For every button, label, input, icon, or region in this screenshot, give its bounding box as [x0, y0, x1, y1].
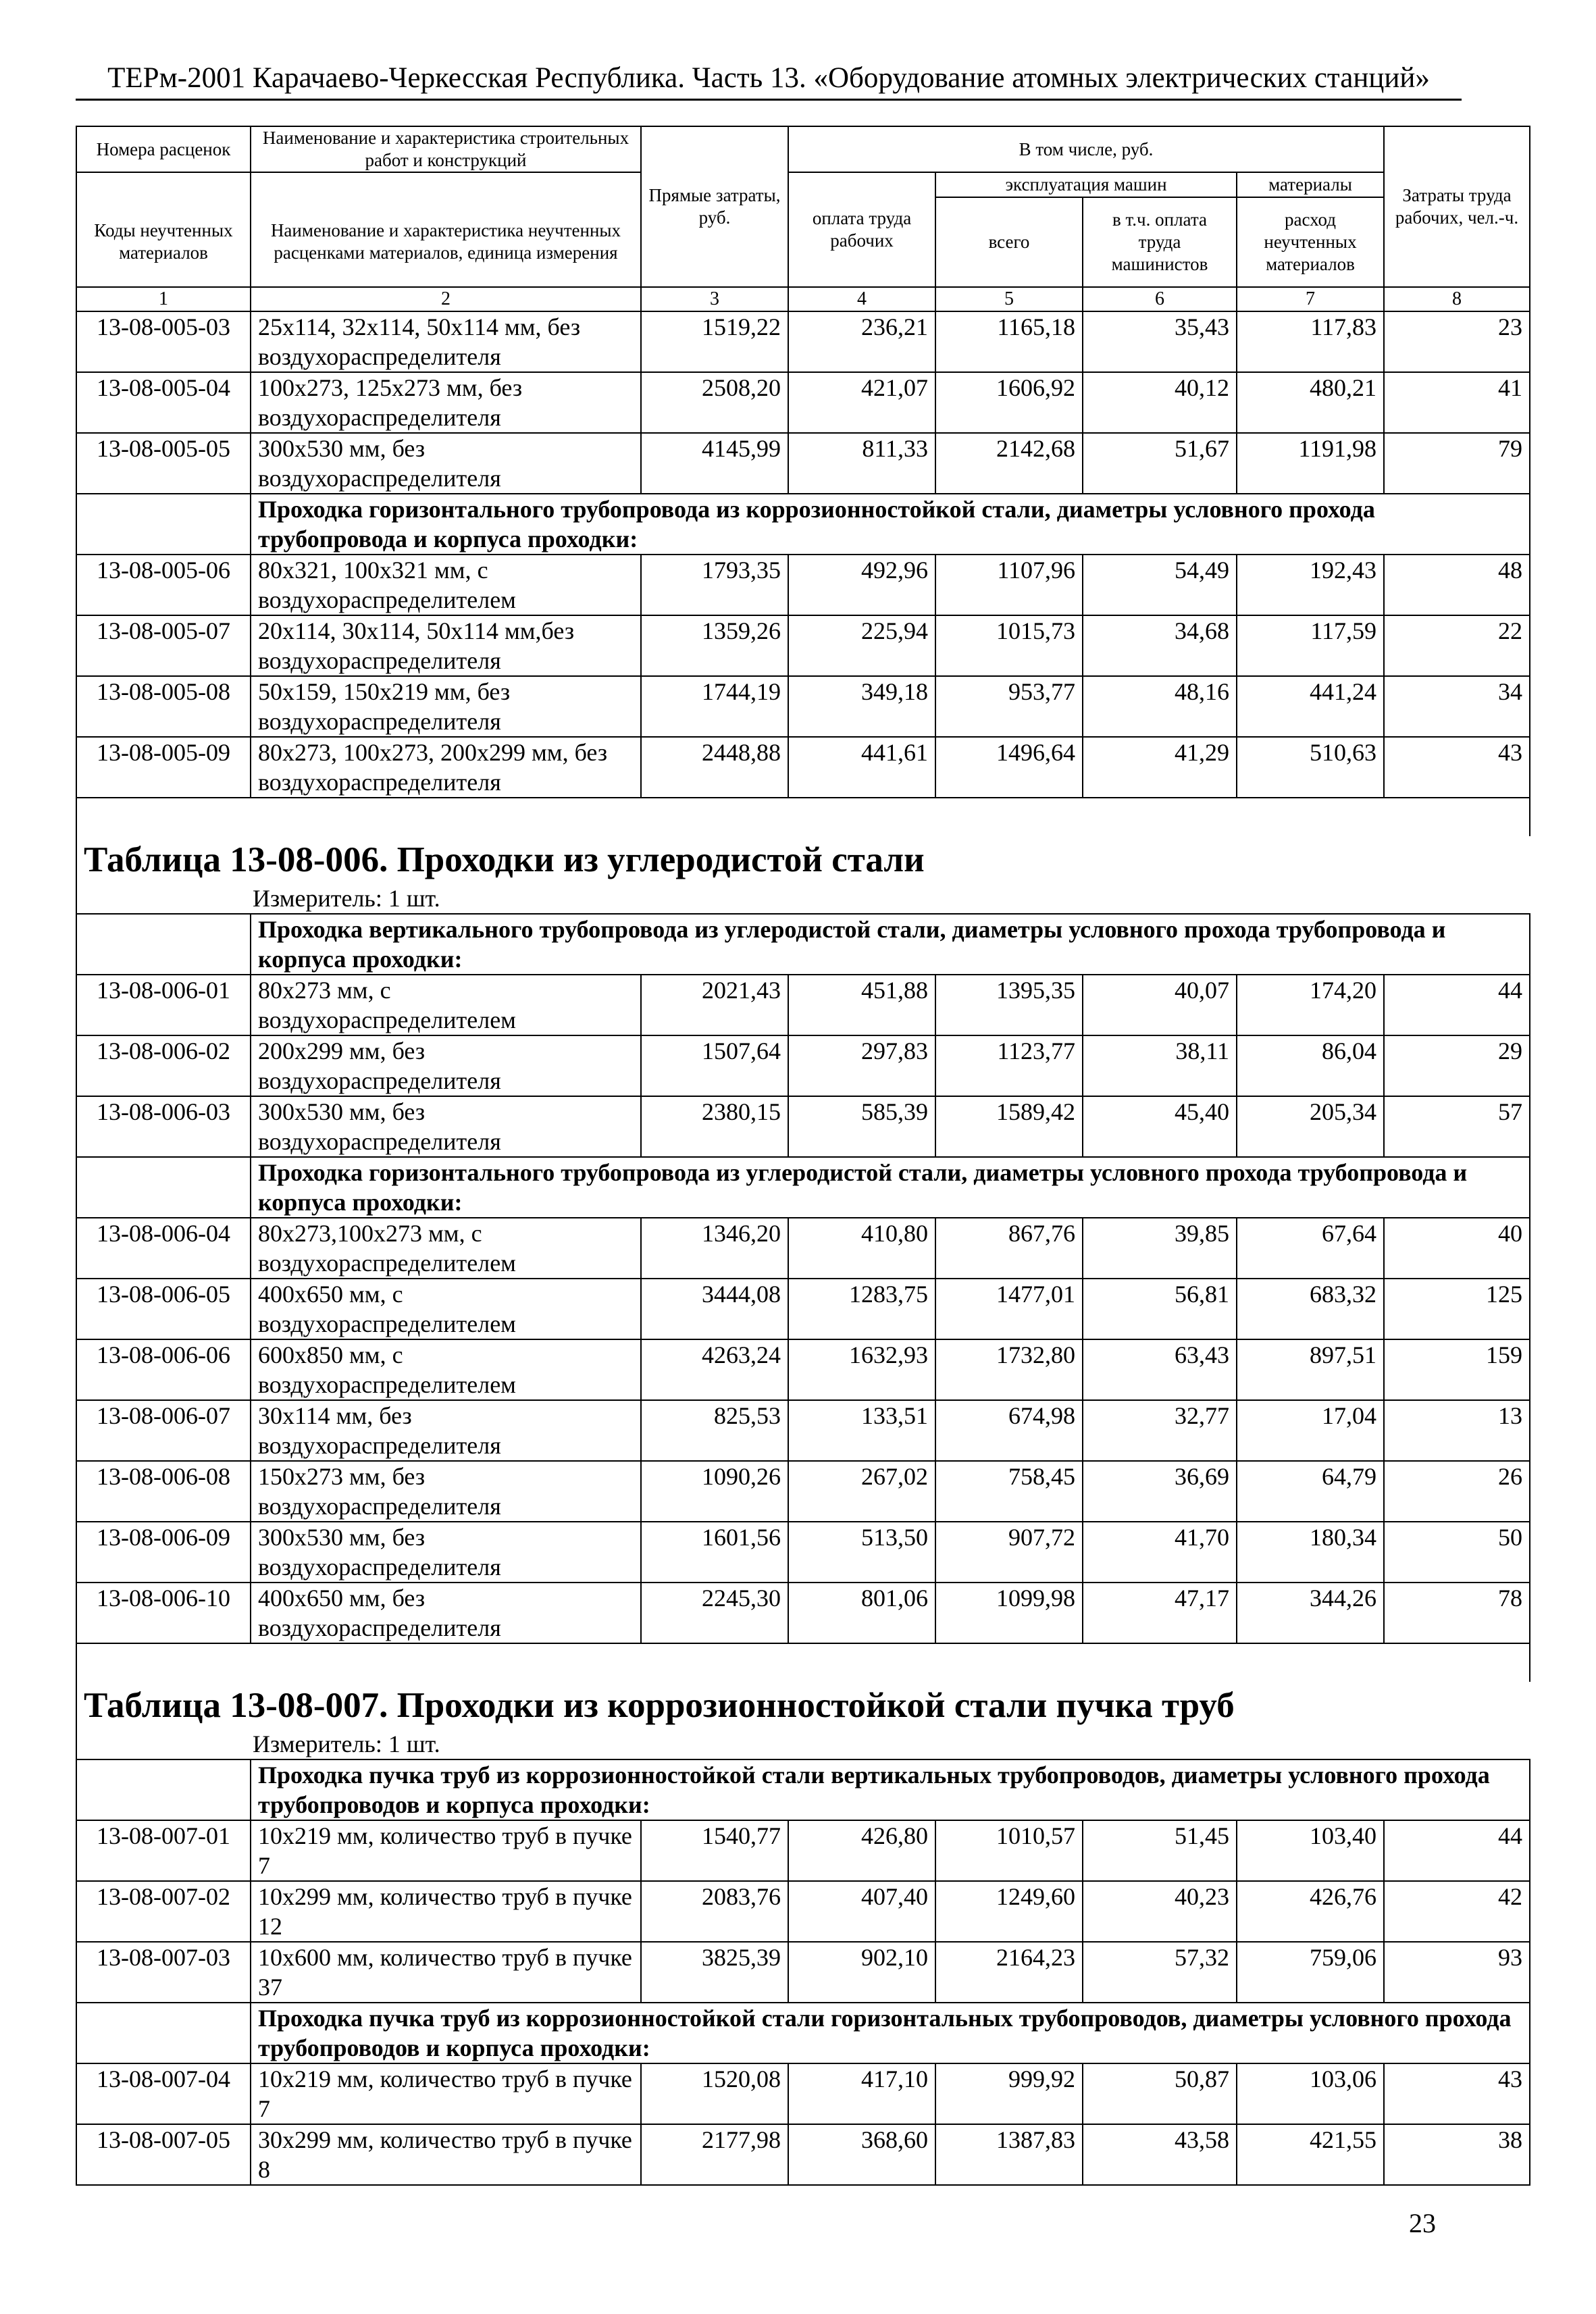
material-costs: 64,79 — [1237, 1461, 1384, 1522]
labor-wages: 801,06 — [788, 1583, 935, 1643]
labor-hours: 159 — [1384, 1339, 1530, 1400]
material-costs: 205,34 — [1237, 1096, 1384, 1157]
material-costs: 17,04 — [1237, 1400, 1384, 1461]
labor-wages: 585,39 — [788, 1096, 935, 1157]
column-number: 5 — [935, 287, 1083, 311]
rate-code: 13-08-005-07 — [76, 615, 251, 676]
column-number: 8 — [1384, 287, 1530, 311]
labor-wages: 297,83 — [788, 1035, 935, 1096]
labor-hours: 26 — [1384, 1461, 1530, 1522]
machine-costs: 1496,64 — [935, 737, 1083, 798]
labor-wages: 811,33 — [788, 433, 935, 494]
labor-hours: 29 — [1384, 1035, 1530, 1096]
header-materials: материалы — [1237, 172, 1384, 197]
labor-hours: 41 — [1384, 372, 1530, 433]
table-title-row — [76, 1682, 1530, 1729]
rate-name: 80x273, 100x273, 200x299 мм, без воздухораспределителя — [251, 737, 641, 798]
material-costs: 480,21 — [1237, 372, 1384, 433]
machine-costs: 674,98 — [935, 1400, 1083, 1461]
table-row — [76, 555, 1530, 615]
labor-hours: 57 — [1384, 1096, 1530, 1157]
column-number: 3 — [641, 287, 788, 311]
group-blank — [76, 1157, 251, 1218]
labor-wages: 267,02 — [788, 1461, 935, 1522]
machine-costs: 1477,01 — [935, 1279, 1083, 1339]
rate-name: 25x114, 32x114, 50x114 мм, без воздухораспределителя — [251, 311, 641, 372]
operator-wages: 54,49 — [1083, 555, 1237, 615]
rate-code: 13-08-005-08 — [76, 676, 251, 737]
rate-name: 10x600 мм, количество труб в пучке 37 — [251, 1942, 641, 2003]
operator-wages: 40,07 — [1083, 975, 1237, 1035]
header-direct: Прямые затраты, руб. — [641, 126, 788, 287]
direct-costs: 1520,08 — [641, 2063, 788, 2124]
spacer — [76, 1643, 1530, 1682]
labor-wages: 417,10 — [788, 2063, 935, 2124]
direct-costs: 1540,77 — [641, 1820, 788, 1881]
table-row — [76, 1218, 1530, 1279]
rate-code: 13-08-007-04 — [76, 2063, 251, 2124]
rate-name: 50x159, 150x219 мм, без воздухораспределителя — [251, 676, 641, 737]
group-row — [76, 1759, 1530, 1820]
table-row — [76, 2063, 1530, 2124]
table-title: Таблица 13-08-007. Проходки из коррозионностойкой стали пучка труб — [76, 1682, 1530, 1729]
rate-name: 100x273, 125x273 мм, без воздухораспределителя — [251, 372, 641, 433]
machine-costs: 2142,68 — [935, 433, 1083, 494]
rate-code: 13-08-007-05 — [76, 2124, 251, 2185]
header-codes: Номера расценок — [76, 126, 251, 172]
labor-wages: 236,21 — [788, 311, 935, 372]
operator-wages: 34,68 — [1083, 615, 1237, 676]
machine-costs: 953,77 — [935, 676, 1083, 737]
labor-hours: 44 — [1384, 1820, 1530, 1881]
rate-name: 80x321, 100x321 мм, с воздухораспределителем — [251, 555, 641, 615]
machine-costs: 1010,57 — [935, 1820, 1083, 1881]
rate-code: 13-08-005-04 — [76, 372, 251, 433]
rate-code: 13-08-005-05 — [76, 433, 251, 494]
machine-costs: 2164,23 — [935, 1942, 1083, 2003]
rate-code: 13-08-006-06 — [76, 1339, 251, 1400]
table-row — [76, 1881, 1530, 1942]
table-row — [76, 676, 1530, 737]
material-costs: 103,06 — [1237, 2063, 1384, 2124]
labor-hours: 43 — [1384, 737, 1530, 798]
material-costs: 180,34 — [1237, 1522, 1384, 1583]
direct-costs: 1359,26 — [641, 615, 788, 676]
operator-wages: 35,43 — [1083, 311, 1237, 372]
table-header-row — [76, 126, 1530, 172]
rate-code: 13-08-006-03 — [76, 1096, 251, 1157]
rate-code: 13-08-005-09 — [76, 737, 251, 798]
labor-wages: 426,80 — [788, 1820, 935, 1881]
header-incl: В том числе, руб. — [788, 126, 1384, 172]
labor-hours: 13 — [1384, 1400, 1530, 1461]
machine-costs: 1387,83 — [935, 2124, 1083, 2185]
rate-name: 80x273 мм, с воздухораспределителем — [251, 975, 641, 1035]
table-row — [76, 1820, 1530, 1881]
direct-costs: 2380,15 — [641, 1096, 788, 1157]
operator-wages: 38,11 — [1083, 1035, 1237, 1096]
table-row — [76, 1942, 1530, 2003]
rate-name: 400x650 мм, без воздухораспределителя — [251, 1583, 641, 1643]
material-costs: 67,64 — [1237, 1218, 1384, 1279]
header-codes-gap — [76, 172, 251, 197]
machine-costs: 867,76 — [935, 1218, 1083, 1279]
labor-wages: 902,10 — [788, 1942, 935, 2003]
rate-name: 300x530 мм, без воздухораспределителя — [251, 1096, 641, 1157]
table-row — [76, 737, 1530, 798]
labor-wages: 1283,75 — [788, 1279, 935, 1339]
labor-hours: 44 — [1384, 975, 1530, 1035]
measure-unit: Измеритель: 1 шт. — [76, 883, 1530, 914]
operator-wages: 32,77 — [1083, 1400, 1237, 1461]
direct-costs: 2021,43 — [641, 975, 788, 1035]
rate-name: 200x299 мм, без воздухораспределителя — [251, 1035, 641, 1096]
material-costs: 510,63 — [1237, 737, 1384, 798]
operator-wages: 41,29 — [1083, 737, 1237, 798]
operator-wages: 40,12 — [1083, 372, 1237, 433]
column-number: 6 — [1083, 287, 1237, 311]
labor-hours: 78 — [1384, 1583, 1530, 1643]
material-costs: 174,20 — [1237, 975, 1384, 1035]
direct-costs: 2508,20 — [641, 372, 788, 433]
header-machines-total: всего — [935, 197, 1083, 287]
operator-wages: 50,87 — [1083, 2063, 1237, 2124]
direct-costs: 1346,20 — [641, 1218, 788, 1279]
labor-wages: 368,60 — [788, 2124, 935, 2185]
operator-wages: 47,17 — [1083, 1583, 1237, 1643]
direct-costs: 1507,64 — [641, 1035, 788, 1096]
material-costs: 759,06 — [1237, 1942, 1384, 2003]
machine-costs: 1249,60 — [935, 1881, 1083, 1942]
direct-costs: 1744,19 — [641, 676, 788, 737]
labor-hours: 40 — [1384, 1218, 1530, 1279]
rate-code: 13-08-006-08 — [76, 1461, 251, 1522]
header-machines-operators: в т.ч. оплата труда машинистов — [1083, 197, 1237, 287]
rate-name: 20x114, 30x114, 50x114 мм,без воздухораспределителя — [251, 615, 641, 676]
machine-costs: 1123,77 — [935, 1035, 1083, 1096]
price-table — [76, 126, 1530, 2186]
labor-hours: 22 — [1384, 615, 1530, 676]
operator-wages: 36,69 — [1083, 1461, 1237, 1522]
operator-wages: 57,32 — [1083, 1942, 1237, 2003]
direct-costs: 1793,35 — [641, 555, 788, 615]
labor-hours: 93 — [1384, 1942, 1530, 2003]
labor-hours: 50 — [1384, 1522, 1530, 1583]
table-row — [76, 1035, 1530, 1096]
table-header-row — [76, 172, 1530, 197]
operator-wages: 51,67 — [1083, 433, 1237, 494]
material-costs: 117,83 — [1237, 311, 1384, 372]
rate-code: 13-08-005-03 — [76, 311, 251, 372]
header-machines: эксплуатация машин — [935, 172, 1237, 197]
spacer — [76, 798, 1530, 836]
material-costs: 86,04 — [1237, 1035, 1384, 1096]
material-costs: 192,43 — [1237, 555, 1384, 615]
rate-name: 10x299 мм, количество труб в пучке 12 — [251, 1881, 641, 1942]
labor-hours: 42 — [1384, 1881, 1530, 1942]
labor-wages: 225,94 — [788, 615, 935, 676]
operator-wages: 48,16 — [1083, 676, 1237, 737]
group-row — [76, 2003, 1530, 2063]
labor-wages: 421,07 — [788, 372, 935, 433]
rate-code: 13-08-006-07 — [76, 1400, 251, 1461]
direct-costs: 825,53 — [641, 1400, 788, 1461]
table-row — [76, 1583, 1530, 1643]
labor-wages: 410,80 — [788, 1218, 935, 1279]
header-names-gap — [251, 172, 641, 197]
machine-costs: 1099,98 — [935, 1583, 1083, 1643]
direct-costs: 3825,39 — [641, 1942, 788, 2003]
rate-code: 13-08-006-02 — [76, 1035, 251, 1096]
material-costs: 683,32 — [1237, 1279, 1384, 1339]
material-costs: 344,26 — [1237, 1583, 1384, 1643]
labor-hours: 79 — [1384, 433, 1530, 494]
direct-costs: 4145,99 — [641, 433, 788, 494]
spacer-row — [76, 798, 1530, 836]
rate-name: 80x273,100x273 мм, с воздухораспределителем — [251, 1218, 641, 1279]
measure-row — [76, 1729, 1530, 1759]
rate-name: 300x530 мм, без воздухораспределителя — [251, 433, 641, 494]
rate-code: 13-08-007-01 — [76, 1820, 251, 1881]
group-title: Проходка пучка труб из коррозионностойкой стали горизонтальных трубопроводов, диаметры условного прохода трубопроводов и корпуса проходки: — [251, 2003, 1530, 2063]
direct-costs: 3444,08 — [641, 1279, 788, 1339]
direct-costs: 4263,24 — [641, 1339, 788, 1400]
operator-wages: 56,81 — [1083, 1279, 1237, 1339]
machine-costs: 1395,35 — [935, 975, 1083, 1035]
labor-wages: 441,61 — [788, 737, 935, 798]
material-costs: 103,40 — [1237, 1820, 1384, 1881]
page-number: 23 — [1409, 2208, 1436, 2238]
direct-costs: 2177,98 — [641, 2124, 788, 2185]
rate-code: 13-08-006-09 — [76, 1522, 251, 1583]
material-costs: 117,59 — [1237, 615, 1384, 676]
group-row — [76, 1157, 1530, 1218]
direct-costs: 1090,26 — [641, 1461, 788, 1522]
measure-row — [76, 883, 1530, 914]
table-title: Таблица 13-08-006. Проходки из углеродистой стали — [76, 836, 1530, 883]
operator-wages: 39,85 — [1083, 1218, 1237, 1279]
operator-wages: 43,58 — [1083, 2124, 1237, 2185]
rate-code: 13-08-006-10 — [76, 1583, 251, 1643]
table-row — [76, 1339, 1530, 1400]
rate-code: 13-08-006-05 — [76, 1279, 251, 1339]
machine-costs: 1606,92 — [935, 372, 1083, 433]
table-row — [76, 1522, 1530, 1583]
direct-costs: 1601,56 — [641, 1522, 788, 1583]
labor-hours: 43 — [1384, 2063, 1530, 2124]
header-names-materials: Наименование и характеристика неучтенных расценками материалов, единица измерения — [251, 197, 641, 287]
group-blank — [76, 494, 251, 555]
column-number: 1 — [76, 287, 251, 311]
labor-hours: 23 — [1384, 311, 1530, 372]
table-row — [76, 372, 1530, 433]
operator-wages: 51,45 — [1083, 1820, 1237, 1881]
machine-costs: 758,45 — [935, 1461, 1083, 1522]
operator-wages: 40,23 — [1083, 1881, 1237, 1942]
group-title: Проходка вертикального трубопровода из углеродистой стали, диаметры условного прохода трубопровода и корпуса проходки: — [251, 914, 1530, 975]
spacer-row — [76, 1643, 1530, 1682]
rate-code: 13-08-006-04 — [76, 1218, 251, 1279]
group-blank — [76, 1759, 251, 1820]
labor-hours: 125 — [1384, 1279, 1530, 1339]
table-row — [76, 975, 1530, 1035]
material-costs: 426,76 — [1237, 1881, 1384, 1942]
labor-wages: 133,51 — [788, 1400, 935, 1461]
table-row — [76, 1400, 1530, 1461]
machine-costs: 1589,42 — [935, 1096, 1083, 1157]
column-numbers-row — [76, 287, 1530, 311]
group-title: Проходка горизонтального трубопровода из коррозионностойкой стали, диаметры условного прохода трубопровода и корпуса проходки: — [251, 494, 1530, 555]
machine-costs: 907,72 — [935, 1522, 1083, 1583]
rate-name: 30x114 мм, без воздухораспределителя — [251, 1400, 641, 1461]
material-costs: 897,51 — [1237, 1339, 1384, 1400]
operator-wages: 41,70 — [1083, 1522, 1237, 1583]
rate-name: 150x273 мм, без воздухораспределителя — [251, 1461, 641, 1522]
rate-name: 300x530 мм, без воздухораспределителя — [251, 1522, 641, 1583]
operator-wages: 45,40 — [1083, 1096, 1237, 1157]
machine-costs: 1107,96 — [935, 555, 1083, 615]
labor-wages: 513,50 — [788, 1522, 935, 1583]
rate-name: 400x650 мм, с воздухораспределителем — [251, 1279, 641, 1339]
table-row — [76, 1096, 1530, 1157]
measure-unit: Измеритель: 1 шт. — [76, 1729, 1530, 1759]
labor-hours: 34 — [1384, 676, 1530, 737]
header-hours: Затраты труда рабочих, чел.-ч. — [1384, 126, 1530, 287]
column-number: 4 — [788, 287, 935, 311]
header-materials-unaccounted: расход неучтенных материалов — [1237, 197, 1384, 287]
material-costs: 441,24 — [1237, 676, 1384, 737]
table-row — [76, 2124, 1530, 2185]
direct-costs: 1519,22 — [641, 311, 788, 372]
machine-costs: 1732,80 — [935, 1339, 1083, 1400]
labor-wages: 1632,93 — [788, 1339, 935, 1400]
labor-wages: 492,96 — [788, 555, 935, 615]
table-row — [76, 615, 1530, 676]
group-title: Проходка горизонтального трубопровода из углеродистой стали, диаметры условного прохода трубопровода и корпуса проходки: — [251, 1157, 1530, 1218]
group-row — [76, 494, 1530, 555]
labor-wages: 451,88 — [788, 975, 935, 1035]
rate-code: 13-08-007-03 — [76, 1942, 251, 2003]
labor-wages: 407,40 — [788, 1881, 935, 1942]
table-row — [76, 311, 1530, 372]
operator-wages: 63,43 — [1083, 1339, 1237, 1400]
labor-wages: 349,18 — [788, 676, 935, 737]
rate-name: 600x850 мм, с воздухораспределителем — [251, 1339, 641, 1400]
table-row — [76, 1279, 1530, 1339]
table-row — [76, 433, 1530, 494]
group-row — [76, 914, 1530, 975]
column-number: 7 — [1237, 287, 1384, 311]
labor-hours: 38 — [1384, 2124, 1530, 2185]
rate-code: 13-08-005-06 — [76, 555, 251, 615]
direct-costs: 2083,76 — [641, 1881, 788, 1942]
rate-code: 13-08-006-01 — [76, 975, 251, 1035]
group-blank — [76, 2003, 251, 2063]
rate-name: 30x299 мм, количество труб в пучке 8 — [251, 2124, 641, 2185]
machine-costs: 1015,73 — [935, 615, 1083, 676]
rate-name: 10x219 мм, количество труб в пучке 7 — [251, 1820, 641, 1881]
page-header: ТЕРм-2001 Карачаево-Черкесская Республика. Часть 13. «Оборудование атомных электрических станций» — [76, 59, 1462, 101]
machine-costs: 999,92 — [935, 2063, 1083, 2124]
group-blank — [76, 914, 251, 975]
column-number: 2 — [251, 287, 641, 311]
table-row — [76, 1461, 1530, 1522]
header-codes-materials: Коды неучтенных материалов — [76, 197, 251, 287]
header-names: Наименование и характеристика строительных работ и конструкций — [251, 126, 641, 172]
labor-hours: 48 — [1384, 555, 1530, 615]
material-costs: 1191,98 — [1237, 433, 1384, 494]
table-title-row — [76, 836, 1530, 883]
rate-name: 10x219 мм, количество труб в пучке 7 — [251, 2063, 641, 2124]
rate-code: 13-08-007-02 — [76, 1881, 251, 1942]
material-costs: 421,55 — [1237, 2124, 1384, 2185]
direct-costs: 2245,30 — [641, 1583, 788, 1643]
machine-costs: 1165,18 — [935, 311, 1083, 372]
group-title: Проходка пучка труб из коррозионностойкой стали вертикальных трубопроводов, диаметры условного прохода трубопроводов и корпуса проходки: — [251, 1759, 1530, 1820]
header-labor: оплата труда рабочих — [788, 172, 935, 287]
direct-costs: 2448,88 — [641, 737, 788, 798]
